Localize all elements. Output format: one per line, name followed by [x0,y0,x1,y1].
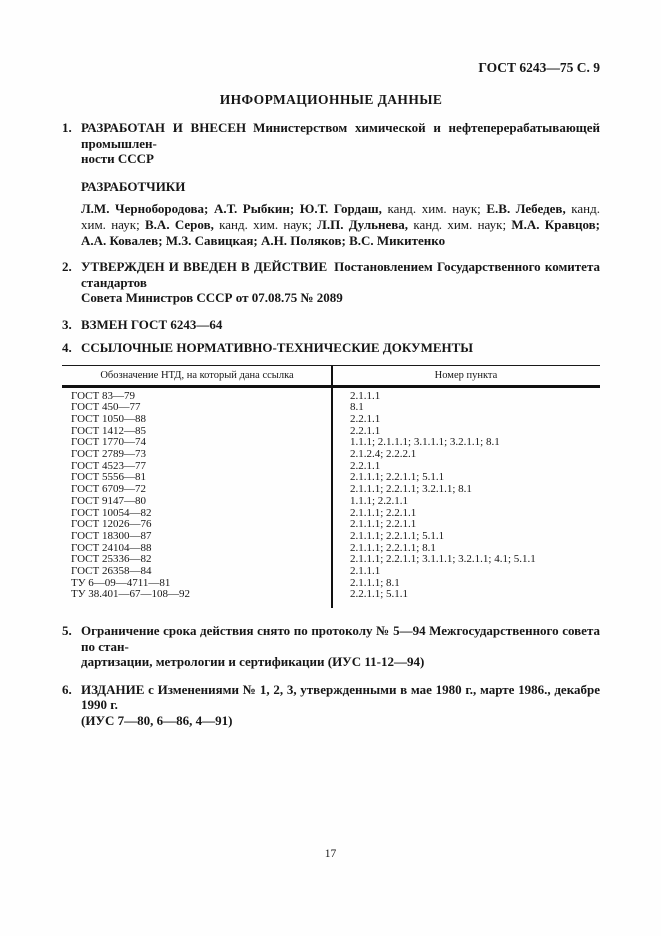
table-cell-ntd: ГОСТ 10054—82 [71,506,152,519]
item-5-line1: Ограничение срока действия снято по протоколу № 5—94 Межгосударственного совета по стан- [81,623,600,654]
table-cell-ntd: ГОСТ 26358—84 [71,565,152,578]
table-header-ntd: Обозначение НТД, на который дана ссылка [100,369,294,381]
item-1-number: 1. [62,120,72,135]
item-6-line1: ИЗДАНИЕ с Изменениями № 1, 2, 3, утвержденными в мае 1980 г., марте 1986., декабре 1990 г. [81,681,600,713]
developer-names-run: М.А. Кравцов; А.А. Ковалев; М.З. Савицкая; А.Н. Поляков; В.С. Микитенко [81,217,600,248]
table-cell-ntd: ГОСТ 1412—85 [71,424,146,437]
page-number: 17 [324,848,337,860]
list-item-5 [62,623,600,670]
developer-names-run: Е.В. Лебедев, [486,201,566,216]
item-5-line2: дартизации, метрологии и сертификации (ИУС 11-12—94) [81,654,425,670]
developers-paragraph [81,201,600,249]
item-1-head: РАЗРАБОТАН И ВНЕСЕН [81,120,247,135]
item-1-line2: ности СССР [81,151,154,166]
table-cell-ntd: ГОСТ 5556—81 [71,471,146,484]
developer-degree-run: канд. хим. наук; [213,217,318,232]
list-item-3 [62,317,600,333]
references-table [62,365,600,609]
developers-heading: РАЗРАБОТЧИКИ [81,178,186,194]
item-5-text [81,623,600,670]
item-2-line1: Постановлением Государственного комитета стандартов [81,259,600,290]
table-cell-ntd: ГОСТ 12026—76 [71,518,152,531]
item-1-line1: Министерством химической и нефтеперерабатывающей промышлен- [81,120,600,151]
developer-degree-run: канд. хим. наук; [408,217,512,232]
table-cell-ntd: ГОСТ 1050—88 [71,412,146,425]
list-item-2 [62,259,600,306]
table-cell-punkt: 2.1.1.1 [350,565,381,578]
item-6-line2: (ИУС 7—80, 6—86, 4—91) [81,712,233,728]
table-column-divider [331,366,333,609]
item-2-head: УТВЕРЖДЕН И ВВЕДЕН В ДЕЙСТВИЕ [81,259,328,274]
table-cell-punkt: 2.1.1.1 [350,389,381,402]
table-header-punkt: Номер пункта [434,369,498,381]
table-cell-ntd: ГОСТ 18300—87 [71,529,152,542]
table-cell-punkt: 8.1 [350,401,364,414]
table-cell-punkt: 1.1.1; 2.1.1.1; 3.1.1.1; 3.2.1.1; 8.1 [350,436,500,449]
item-2-line2: Совета Министров СССР от 07.08.75 № 2089 [81,290,343,305]
item-2-number: 2. [62,259,72,274]
table-cell-punkt: 2.1.1.1; 2.2.1.1; 5.1.1 [350,529,445,542]
table-cell-punkt: 2.1.2.4; 2.2.2.1 [350,448,417,461]
item-6-number: 6. [62,681,72,697]
item-5-number: 5. [62,623,72,639]
item-2-text [81,259,600,306]
developer-names-run: Л.М. Чернобородова; А.Т. Рыбкин; Ю.Т. Гордаш, [81,201,382,216]
item-4-number: 4. [62,340,72,355]
item-3-number: 3. [62,316,72,332]
table-cell-ntd: ГОСТ 1770—74 [71,436,146,449]
table-cell-ntd: ТУ 38.401—67—108—92 [71,588,191,601]
table-cell-punkt: 2.1.1.1; 2.2.1.1; 5.1.1 [350,471,445,484]
table-cell-ntd: ГОСТ 24104—88 [71,541,152,554]
table-cell-punkt: 2.1.1.1; 2.2.1.1 [350,518,417,531]
list-item-4 [62,340,600,356]
table-cell-punkt: 2.2.1.1 [350,424,381,437]
table-cell-ntd: ГОСТ 83—79 [71,389,135,402]
table-cell-punkt: 1.1.1; 2.2.1.1 [350,494,409,507]
item-1-text [81,120,600,167]
table-cell-punkt: 2.2.1.1 [350,412,381,425]
table-cell-punkt: 2.2.1.1 [350,459,381,472]
item-6-text [81,682,600,729]
table-cell-punkt: 2.1.1.1; 2.2.1.1; 3.2.1.1; 8.1 [350,483,472,496]
developer-degree-run: канд. хим. наук; [81,201,601,232]
list-item-6 [62,682,600,729]
developer-names-run: Л.П. Дульнева, [317,217,409,232]
table-cell-ntd: ГОСТ 9147—80 [71,494,146,507]
page-content [62,0,600,728]
page-title: ИНФОРМАЦИОННЫЕ ДАННЫЕ [219,92,443,107]
table-cell-ntd: ТУ 6—09—4711—81 [71,576,171,589]
table-cell-ntd: ГОСТ 6709—72 [71,483,146,496]
table-cell-ntd: ГОСТ 4523—77 [71,459,146,472]
table-cell-punkt: 2.1.1.1; 2.2.1.1; 3.1.1.1; 3.2.1.1; 4.1; 5.1.1 [350,553,536,566]
table-cell-ntd: ГОСТ 2789—73 [71,448,146,461]
list-item-1 [62,120,600,167]
developer-degree-run: канд. хим. наук; [381,201,487,216]
table-cell-punkt: 2.1.1.1; 8.1 [350,576,400,589]
table-cell-ntd: ГОСТ 25336—82 [71,553,152,566]
table-cell-ntd: ГОСТ 450—77 [71,401,141,414]
doc-header: ГОСТ 6243—75 С. 9 [478,60,600,75]
table-cell-punkt: 2.1.1.1; 2.2.1.1 [350,506,417,519]
item-3-text: ВЗМЕН ГОСТ 6243—64 [81,316,223,332]
table-cell-punkt: 2.2.1.1; 5.1.1 [350,588,409,601]
table-cell-punkt: 2.1.1.1; 2.2.1.1; 8.1 [350,541,436,554]
item-4-text: ССЫЛОЧНЫЕ НОРМАТИВНО-ТЕХНИЧЕСКИЕ ДОКУМЕНТЫ [81,340,474,355]
developer-names-run: В.А. Серов, [145,217,214,232]
